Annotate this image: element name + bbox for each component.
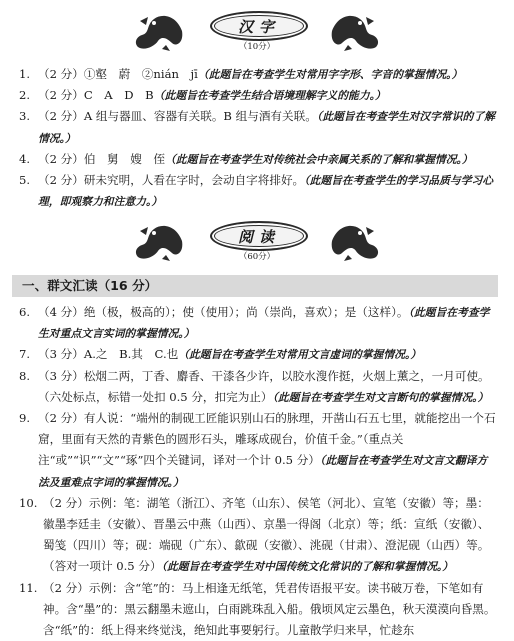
answer-item bbox=[19, 578, 497, 641]
answer-text: （2 分）伯 舅 嫂 侄 bbox=[38, 151, 165, 166]
answer-note: （此题旨在考查学生结合语境理解字义的能力。） bbox=[153, 89, 386, 103]
answer-note: （此题旨在考查学生对常用文言虚词的掌握情况。） bbox=[178, 348, 422, 362]
section-emblem bbox=[190, 11, 324, 51]
answer-note: （此题旨在考查学生对文言文翻译方法及重难点字词的掌握情况。） bbox=[38, 454, 488, 489]
answer-text: （2 分）C A D B bbox=[38, 88, 154, 103]
dragon-ornament-icon bbox=[132, 219, 188, 263]
answer-text: （3 分）松烟二两，丁香、麝香、干漆各少许，以胶水溲作挺，火烟上薰之，一月可使。（六处标点，标错一处扣 0.5 分，扣完为止） bbox=[38, 368, 490, 404]
answer-number: 7. bbox=[19, 347, 31, 362]
dragon-ornament-icon bbox=[132, 9, 188, 53]
dragon-ornament-icon bbox=[326, 9, 382, 53]
answer-note: （此题旨在考查学生对重点文言实词的掌握情况。） bbox=[38, 306, 490, 341]
answer-note: （此题旨在考查学生对中国传统文化常识的了解和掌握情况。） bbox=[161, 560, 454, 574]
answer-number: 4. bbox=[19, 151, 31, 166]
answer-number: 3. bbox=[19, 109, 31, 124]
answer-number: 11. bbox=[19, 580, 38, 595]
reading-answers bbox=[19, 302, 497, 641]
answer-item bbox=[19, 366, 497, 408]
answer-note: （此题旨在考查学生对传统社会中亲属关系的了解和掌握情况。） bbox=[165, 152, 473, 166]
answer-item bbox=[19, 149, 497, 170]
answer-text: （2 分）①壑 蔚 ②nián jī bbox=[38, 67, 198, 81]
answer-item bbox=[19, 493, 497, 578]
answer-item bbox=[19, 170, 497, 212]
emblem-title: 阅读 bbox=[210, 221, 308, 251]
emblem-score: （60分） bbox=[238, 252, 276, 262]
answer-note: （此题旨在考查学生的学习品质与学习心理，即观察力和注意力。） bbox=[38, 174, 494, 209]
answer-number: 10. bbox=[19, 495, 38, 510]
section-heading: 一、群文汇读（16 分） bbox=[12, 275, 498, 297]
answer-item bbox=[19, 408, 497, 493]
answer-number: 9. bbox=[19, 411, 31, 426]
answer-item bbox=[19, 106, 497, 148]
answer-text: （2 分）示例：含“笔”的：马上相逢无纸笔，凭君传语报平安。读书破万卷，下笔如有神。含“墨”的：黑云翻墨未遮山，白雨跳珠乱入船。俄顷风定云墨色，秋天漠漠向昏黑。含“纸”的：纸上得来终觉浅，绝知此事要躬行。儿童散学归来早，忙趁东 bbox=[43, 580, 496, 638]
banner-reading bbox=[0, 212, 514, 268]
dragon-ornament-icon bbox=[326, 219, 382, 263]
answer-note: （此题旨在考查学生对常用字字形、字音的掌握情况。） bbox=[197, 68, 463, 81]
banner-hanzi bbox=[0, 2, 514, 58]
answer-number: 6. bbox=[19, 305, 31, 319]
answer-item bbox=[19, 302, 497, 344]
answer-number: 5. bbox=[19, 173, 31, 188]
emblem-title: 汉字 bbox=[210, 11, 308, 41]
answer-text: （3 分）A.之 B.其 C.也 bbox=[38, 347, 179, 362]
answer-note: （此题旨在考查学生对汉字常识的了解情况。） bbox=[38, 110, 495, 145]
answer-text: （2 分）示例：笔：湖笔（浙江）、齐笔（山东）、侯笔（河北）、宣笔（安徽）等；墨：徽墨李廷圭（安徽）、晋墨云中燕（山西）、京墨一得阁（北京）等；纸：宣纸（安徽）、蜀笺（四川）等；砚：端砚（广东）、歙砚（安徽）、洮砚（甘肃）、澄泥砚（山西）等。（答对一项计 0.5 分） bbox=[43, 495, 490, 574]
section-emblem bbox=[190, 221, 324, 261]
answer-number: 1. bbox=[19, 67, 31, 81]
answer-text: （2 分）有人说：“端州的制砚工匠能识别山石的脉理，开凿山石五七里，就能挖出一个石窟，里面有天然的青紫色的圆形石头，雕琢成砚台，价值千金。”（重点关注“或”“识”“文”“琢”四个关键词，译对一个计 0.5 分） bbox=[38, 411, 496, 468]
answer-number: 2. bbox=[19, 88, 31, 103]
hanzi-answers bbox=[19, 64, 497, 212]
answer-number: 8. bbox=[19, 368, 31, 383]
answer-text: （2 分）A 组与器皿、容器有关联。B 组与酒有关联。 bbox=[38, 109, 317, 124]
answer-item bbox=[19, 344, 497, 365]
answer-item bbox=[19, 64, 497, 85]
emblem-score: （10分） bbox=[238, 42, 276, 52]
answer-item bbox=[19, 85, 497, 106]
answer-text: （4 分）绝（极，极高的）；使（使用）；尚（崇尚，喜欢）；是（这样）。 bbox=[38, 305, 409, 319]
answer-text: （2 分）研未究明，人看在字时，会动自字将排好。 bbox=[38, 173, 305, 188]
answer-note: （此题旨在考查学生对文言断句的掌握情况。） bbox=[272, 390, 489, 404]
